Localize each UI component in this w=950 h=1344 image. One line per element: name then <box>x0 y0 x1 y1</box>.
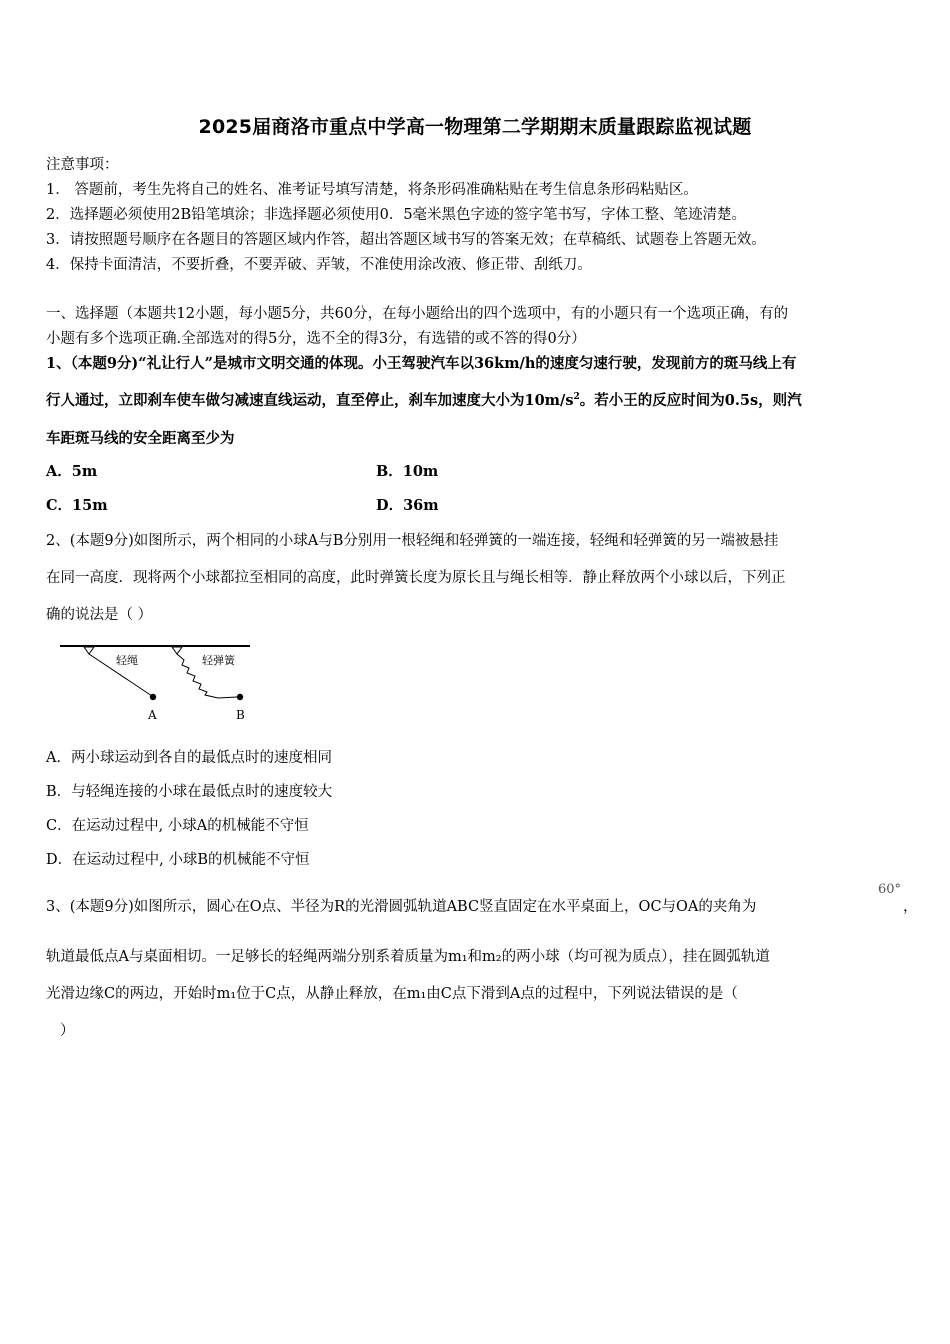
section-heading-line-1: 一、选择题（本题共12小题，每小题5分，共60分，在每小题给出的四个选项中，有的小题只有一个选项正确，有的 <box>46 306 789 322</box>
q1-line-2 <box>46 389 802 410</box>
q1-line-2a: 行人通过，立即刹车使车做匀减速直线运动，直至停止，刹车加速度大小为10m/s <box>46 392 574 409</box>
q2-line-1: 2、(本题9分)如图所示，两个相同的小球A与B分别用一根轻绳和轻弹簧的一端连接，轻绳和轻弹簧的另一端被悬挂 <box>46 533 779 549</box>
ball-b-icon <box>237 694 243 700</box>
q2-option-b: B．与轻绳连接的小球在最低点时的速度较大 <box>46 784 333 800</box>
spring-hanger <box>172 647 182 654</box>
rope-spring-diagram <box>58 638 258 728</box>
ball-a-icon <box>150 694 156 700</box>
q3-line-4: ） <box>60 1023 75 1039</box>
rope-label: 轻绳 <box>116 654 138 667</box>
q2-line-2: 在同一高度．现将两个小球都拉至相同的高度，此时弹簧长度为原长且与绳长相等．静止释放两个小球以后，下列正 <box>46 570 786 586</box>
spring-label: 轻弹簧 <box>202 654 235 667</box>
rope-hanger <box>84 647 94 654</box>
q1-line-2-sup: 2 <box>573 392 580 403</box>
q1-option-d: D．36m <box>376 497 439 514</box>
page-title: 2025届商洛市重点中学高一物理第二学期期末质量跟踪监视试题 <box>198 116 752 138</box>
notice-item-4: 4．保持卡面清洁，不要折叠，不要弄破、弄皱，不准使用涂改液、修正带、刮纸刀。 <box>46 257 592 273</box>
q2-line-3: 确的说法是（ ） <box>46 607 153 623</box>
notice-item-3: 3．请按照题号顺序在各题目的答题区域内作答，超出答题区域书写的答案无效；在草稿纸、试题卷上答题无效。 <box>46 232 766 248</box>
q2-option-d: D．在运动过程中, 小球B的机械能不守恒 <box>46 852 310 868</box>
ball-b-label: B <box>236 708 245 722</box>
q3-line-2: 轨道最低点A与桌面相切。一足够长的轻绳两端分别系着质量为m₁和m₂的两小球（均可视为质点），挂在圆弧轨道 <box>46 949 770 965</box>
q1-option-a: A．5m <box>46 463 98 480</box>
q1-option-c: C．15m <box>46 497 108 514</box>
q2-figure <box>58 638 258 728</box>
q1-option-b: B．10m <box>376 463 439 480</box>
q3-angle-value: 60° <box>878 882 902 897</box>
q1-line-1: 1、（本题9分)“礼让行人”是城市文明交通的体现。小王驾驶汽车以36km/h的速度匀速行驶，发现前方的斑马线上有 <box>46 355 797 372</box>
section-heading-line-2: 小题有多个选项正确.全部选对的得5分，选不全的得3分，有选错的或不答的得0分） <box>46 331 586 347</box>
q2-option-c: C．在运动过程中, 小球A的机械能不守恒 <box>46 818 309 834</box>
q3-line-1-end: ， <box>903 899 918 915</box>
q1-line-2b: 。若小王的反应时间为0.5s，则汽 <box>579 392 802 409</box>
notice-item-1: 1． 答题前，考生先将自己的姓名、准考证号填写清楚，将条形码准确粘贴在考生信息条形码粘贴区。 <box>46 182 698 198</box>
q3-line-1: 3、(本题9分)如图所示，圆心在O点、半径为R的光滑圆弧轨道ABC竖直固定在水平桌面上，OC与OA的夹角为 <box>46 899 757 915</box>
notice-item-2: 2．选择题必须使用2B铅笔填涂；非选择题必须使用0．5毫米黑色字迹的签字笔书写，字体工整、笔迹清楚。 <box>46 207 747 223</box>
notice-heading: 注意事项： <box>46 157 119 173</box>
spring-tail <box>218 697 237 698</box>
ball-a-label: A <box>148 708 157 722</box>
q1-line-3: 车距斑马线的安全距离至少为 <box>46 430 235 447</box>
q2-option-a: A．两小球运动到各自的最低点时的速度相同 <box>46 750 332 766</box>
q3-line-3: 光滑边缘C的两边，开始时m₁位于C点，从静止释放，在m₁由C点下滑到A点的过程中，下列说法错误的是（ <box>46 986 738 1002</box>
